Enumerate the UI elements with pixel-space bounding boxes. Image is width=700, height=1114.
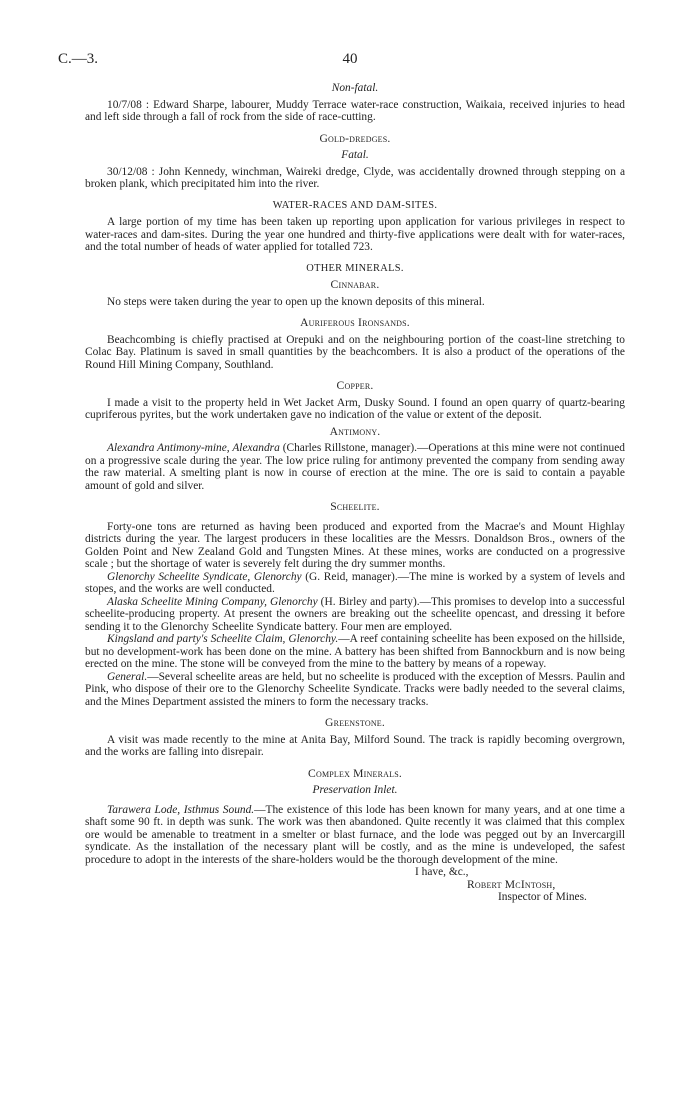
- mine-name: Glenorchy Scheelite Syndicate, Glenorchy: [107, 570, 302, 583]
- subheading-fatal: Fatal.: [341, 149, 369, 161]
- heading-water-races: WATER-RACES AND DAM-SITES.: [272, 199, 438, 211]
- subheading-non-fatal: Non-fatal.: [331, 82, 379, 94]
- mine-name: Alexandra Antimony-mine, Alexandra: [107, 442, 280, 454]
- paragraph-scheelite-general: General.—Several scheelite areas are held, but no scheelite is produced with the exception of Messrs. Paulin and Pink, who dispose of their ore to the Glenorchy Scheelite Syndicate. Tracks were badly needed to the several claims, and the Mines Department assisted the miners to form the necessary tracks.: [85, 670, 625, 708]
- paragraph-sharpe-injury: 10/7/08 : Edward Sharpe, labourer, Muddy Terrace water-race construction, Waikaia, received injuries to head and left side through a fall of rock from the side of race-cutting.: [85, 98, 625, 123]
- signature-closing: I have, &c.,: [415, 866, 469, 878]
- heading-other-minerals: OTHER MINERALS.: [306, 262, 404, 274]
- paragraph-kingsland-claim: Kingsland and party's Scheelite Claim, Glenorchy.—A reef containing scheelite has been exposed on the hillside, but no development-work has been done on the mine. A battery has been shifted from Bannockburn and is now being erected on the mine. The stone will be conveyed from the mine to the battery by means of a ropeway.: [85, 633, 625, 670]
- heading-cinnabar: Cinnabar.: [330, 278, 380, 291]
- heading-scheelite: Scheelite.: [330, 500, 380, 513]
- signature-title: Inspector of Mines.: [498, 891, 587, 903]
- heading-auriferous-ironsands: Auriferous Ironsands.: [300, 316, 410, 329]
- heading-gold-dredges: Gold-dredges.: [319, 131, 391, 145]
- paragraph-kennedy-drowning: 30/12/08 : John Kennedy, winchman, Waireki dredge, Clyde, was accidentally drowned through stepping on a broken plank, which precipitated him into the river.: [85, 165, 625, 190]
- paragraph-antimony: Alexandra Antimony-mine, Alexandra (Charles Rillstone, manager).—Operations at this mine were not continued on a progressive scale during the year. The low price ruling for antimony prevented the company from sending away the raw material. A smelting plant is now in course of erection at the mine. The ore is said to contain a payable amount of gold and silver.: [85, 442, 625, 492]
- paragraph-water-races: A large portion of my time has been taken up reporting upon application for various privileges in respect to water-races and dam-sites. During the year one hundred and thirty-five applications were dealt with for water-races, and the total number of heads of water applied for totalled 723.: [85, 216, 625, 253]
- mine-name: Alaska Scheelite Mining Company, Glenorchy: [107, 595, 318, 608]
- document-code: C.—3.: [58, 51, 99, 67]
- paragraph-glenorchy-syndicate: Glenorchy Scheelite Syndicate, Glenorchy (G. Reid, manager).—The mine is worked by a system of levels and stopes, and the works are well conducted.: [85, 570, 625, 595]
- paragraph-tarawera-lode: Tarawera Lode, Isthmus Sound.—The existence of this lode has been known for many years, and at one time a shaft some 90 ft. in depth was sunk. The work was then abandoned. Quite recently it was claimed that this complex ore would be amenable to treatment in a smelter or blast furnace, and the lode was pegged out by an Invercargill syndicate. As the installation of the necessary plant will be costly, and as the mine is undeveloped, the safest procedure to adopt in the interests of the share-holders would be the thorough development of the mine.: [85, 803, 625, 866]
- heading-greenstone: Greenstone.: [325, 716, 385, 729]
- heading-copper: Copper.: [336, 379, 374, 392]
- section-label: General.: [107, 670, 148, 683]
- paragraph-copper: I made a visit to the property held in Wet Jacket Arm, Dusky Sound. I found an open quarry of quartz-bearing cupriferous pyrites, but the work undertaken gave no indication of the value or extent of the deposit.: [85, 396, 625, 421]
- subheading-preservation-inlet: Preservation Inlet.: [312, 784, 398, 796]
- heading-antimony: Antimony.: [329, 424, 381, 438]
- document-body: [85, 82, 625, 904]
- mine-name: Tarawera Lode, Isthmus Sound.: [107, 803, 255, 816]
- heading-complex-minerals: Complex Minerals.: [308, 766, 402, 780]
- paragraph-ironsands: Beachcombing is chiefly practised at Orepuki and on the neighbouring portion of the coast-line stretching to Colac Bay. Platinum is saved in small quantities by the beachcombers. It is also a product of the operations of the Round Hill Mining Company, Southland.: [85, 333, 625, 371]
- page-number: 40: [342, 51, 358, 67]
- paragraph-scheelite-production: Forty-one tons are returned as having been produced and exported from the Macrae's and Mount Highlay districts during the year. The largest producers in these localities are the Messrs. Donaldson Bros., owners of the Golden Point and New Zealand Gold and Tungsten Mines. At these mines, works are conducted on a progressive scale ; but the shortage of water is severely felt during the dry summer months.: [85, 520, 625, 570]
- signature-name: Robert McIntosh,: [467, 877, 556, 891]
- paragraph-alaska-scheelite: Alaska Scheelite Mining Company, Glenorchy (H. Birley and party).—This promises to develop into a successful scheelite-producing property. At present the owners are breaking out the scheelite opencast, and dressing it before sending it to the Glenorchy Scheelite Syndicate battery. Four men are employed.: [85, 595, 626, 633]
- paragraph-cinnabar: No steps were taken during the year to open up the known deposits of this mineral.: [107, 295, 485, 308]
- mine-name: Kingsland and party's Scheelite Claim, Glenorchy.: [107, 633, 339, 645]
- paragraph-greenstone: A visit was made recently to the mine at Anita Bay, Milford Sound. The track is rapidly becoming overgrown, and the works are falling into disrepair.: [85, 733, 625, 758]
